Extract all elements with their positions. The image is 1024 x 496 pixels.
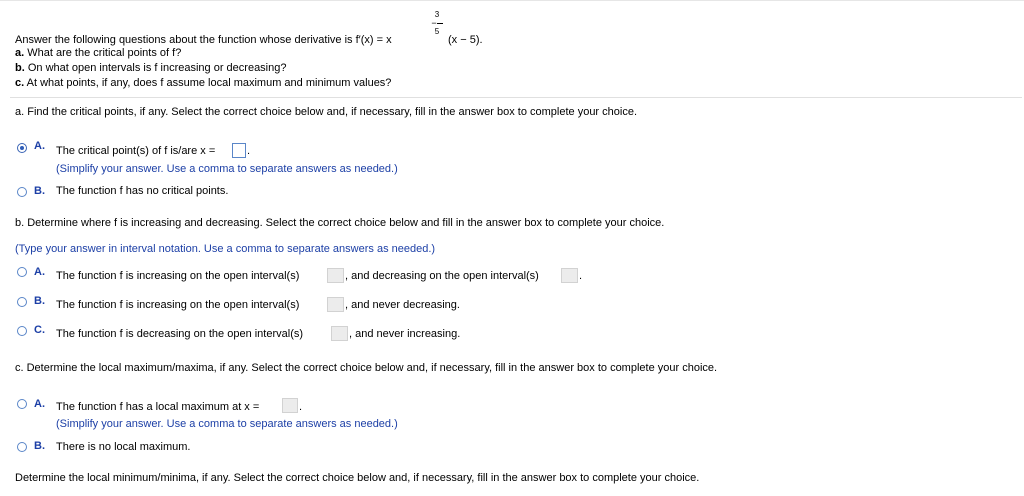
- section-b-choice-a-letter: A.: [34, 266, 45, 278]
- section-c-choice-b-text: There is no local maximum.: [56, 441, 191, 453]
- section-a-choice-a-letter: A.: [34, 140, 45, 152]
- section-b-choice-a-text-1: The function f is increasing on the open interval(s): [56, 270, 300, 282]
- section-b-hint: (Type your answer in interval notation. Use a comma to separate answers as needed.): [15, 243, 436, 255]
- section-b-choice-b-text-2: , and never decreasing.: [345, 299, 460, 311]
- section-c-choice-a-radio[interactable]: [17, 399, 27, 409]
- exponent-sign: −: [431, 18, 437, 28]
- part-b-prefix: b.: [15, 62, 25, 74]
- section-a-prompt: a. Find the critical points, if any. Select the correct choice below and, if necessary, fill in the answer box to complete your choice.: [15, 106, 638, 118]
- section-a-choice-b-letter: B.: [34, 185, 45, 197]
- top-divider: [0, 0, 1024, 1]
- derivative-exponent: [430, 11, 444, 36]
- exponent-numerator: 3: [434, 10, 440, 19]
- derivative-intro: Answer the following questions about the function whose derivative is f′(x) = x: [15, 34, 392, 46]
- section-a-choice-a-text: The critical point(s) of f is/are x =: [56, 145, 216, 157]
- local-minimum-prompt: Determine the local minimum/minima, if any. Select the correct choice below and, if necessary, fill in the answer box to complete your choice.: [15, 472, 700, 484]
- section-b-prompt: b. Determine where f is increasing and decreasing. Select the correct choice below and fill in the answer box to complete your choice.: [15, 217, 665, 229]
- section-b-choice-b-letter: B.: [34, 295, 45, 307]
- section-c-choice-a-text: The function f has a local maximum at x =: [56, 401, 260, 413]
- question-part-b: [15, 62, 286, 74]
- part-c-prefix: c.: [15, 77, 25, 89]
- section-a-choice-b-text: The function f has no critical points.: [56, 185, 229, 197]
- section-c-choice-b-letter: B.: [34, 440, 45, 452]
- section-b-choice-b-text-1: The function f is increasing on the open interval(s): [56, 299, 300, 311]
- part-b-text: On what open intervals is f increasing or decreasing?: [27, 62, 287, 74]
- critical-points-answer-box[interactable]: [232, 143, 246, 158]
- section-c-choice-a-letter: A.: [34, 398, 45, 410]
- decreasing-interval-answer-box[interactable]: [561, 268, 578, 283]
- section-b-choice-a-radio[interactable]: [17, 267, 27, 277]
- section-b-choice-c-text-2: , and never increasing.: [349, 328, 461, 340]
- increasing-interval-answer-box[interactable]: [327, 268, 344, 283]
- section-c-choice-a-hint: (Simplify your answer. Use a comma to separate answers as needed.): [56, 418, 398, 430]
- section-c-prompt: c. Determine the local maximum/maxima, if any. Select the correct choice below and, if necessary, fill in the answer box to complete your choice.: [15, 362, 718, 374]
- decreasing-only-answer-box[interactable]: [331, 326, 348, 341]
- section-b-choice-c-letter: C.: [34, 324, 45, 336]
- question-part-c: [15, 77, 391, 89]
- part-a-prefix: a.: [15, 47, 25, 59]
- increasing-only-answer-box[interactable]: [327, 297, 344, 312]
- derivative-factor: (x − 5).: [448, 34, 483, 46]
- section-a-choice-a-hint: (Simplify your answer. Use a comma to separate answers as needed.): [56, 163, 398, 175]
- section-a-choice-a-radio[interactable]: [17, 143, 27, 153]
- header-divider: [10, 97, 1022, 98]
- section-b-choice-c-text-1: The function f is decreasing on the open interval(s): [56, 328, 304, 340]
- exponent-denominator: 5: [434, 27, 440, 36]
- section-c-choice-b-radio[interactable]: [17, 442, 27, 452]
- section-a-choice-b-radio[interactable]: [17, 187, 27, 197]
- derivative-statement: [15, 34, 392, 46]
- section-b-choice-a-text-2: , and decreasing on the open interval(s): [345, 270, 539, 282]
- section-b-choice-b-radio[interactable]: [17, 297, 27, 307]
- part-a-text: What are the critical points of f?: [27, 47, 182, 59]
- section-b-choice-c-radio[interactable]: [17, 326, 27, 336]
- question-part-a: [15, 47, 181, 59]
- section-b-choice-a-period: .: [579, 270, 583, 282]
- section-c-choice-a-period: .: [299, 401, 303, 413]
- local-maximum-answer-box[interactable]: [282, 398, 298, 413]
- section-a-choice-a-period: .: [247, 145, 251, 157]
- part-c-text: At what points, if any, does f assume local maximum and minimum values?: [26, 77, 392, 89]
